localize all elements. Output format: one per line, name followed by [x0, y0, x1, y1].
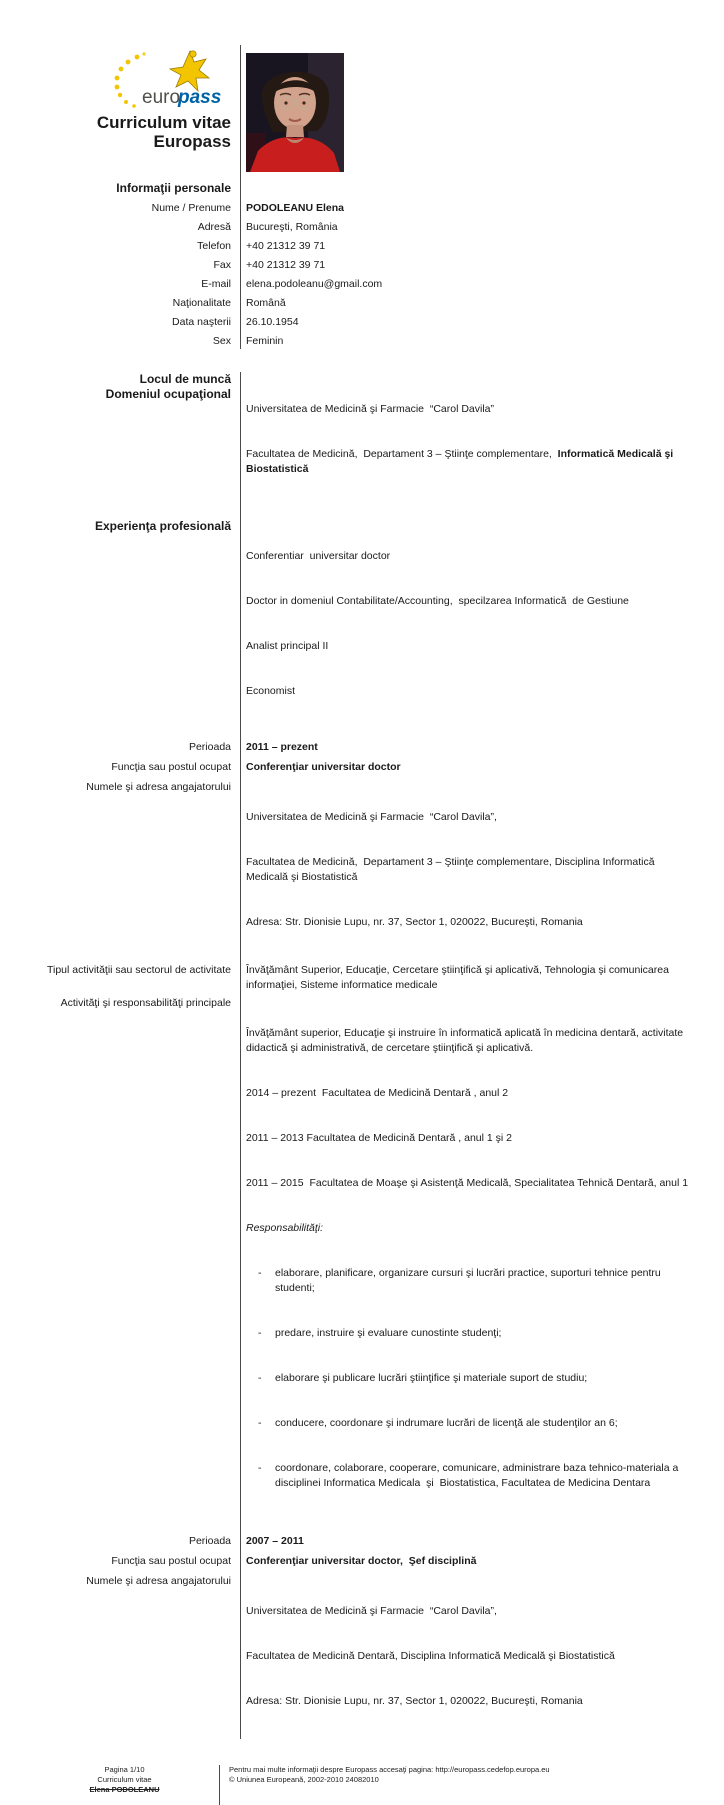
personal-row-phone: [30, 239, 694, 254]
field-value-sex: Feminin: [246, 335, 284, 347]
title-line-2: Europass: [153, 132, 231, 151]
portrait-photo: [246, 53, 344, 172]
footer-copyright-line: © Uniunea Europeană, 2002-2010 24082010: [229, 1775, 379, 1784]
workplace-line2-normal: Facultatea de Medicină, Departament 3 – Ştiinţe complementare,: [246, 448, 558, 460]
job2-period-row: [30, 1534, 694, 1549]
workplace-row: [30, 372, 694, 507]
job1-sector-row: [30, 963, 694, 993]
footer-info-line: Pentru mai multe informaţii despre Europass accesaţi pagina: http://europass.cedefop.europa.eu: [229, 1765, 550, 1774]
field-label-birthdate: Data naşterii: [172, 316, 231, 328]
logo-stars-arc: [115, 52, 146, 107]
employer-line: Facultatea de Medicină Dentară, Disciplina Informatică Medicală şi Biostatistică: [246, 1650, 615, 1662]
activities-period-line: 2011 – 2013 Facultatea de Medicină Dentară , anul 1 şi 2: [246, 1132, 512, 1144]
workplace-line2-bold: Informatică Medicală şi Biostatistică: [246, 448, 677, 475]
sector-label: Tipul activităţii sau sectorul de activitate: [46, 964, 231, 976]
activities-intro: Învăţământ superior, Educaţie şi instruire în informatică aplicată în medicina dentară, activitate didactică şi administrativă, de cercetare ştiinţifică şi aplicativă.: [246, 1027, 687, 1054]
workplace-heading-line2: Domeniul ocupaţional: [105, 387, 231, 401]
personal-row-name: [30, 201, 694, 216]
responsibility-item: - coordonare, colaborare, cooperare, comunicare, administrare baza tehnico-materiala a disciplinei Informatica Medicala şi Biostatistica, Facultatea de Medicina Dentara: [246, 1461, 693, 1491]
field-label-name: Nume / Prenume: [151, 202, 231, 214]
logo-star-figure-icon: [170, 51, 209, 91]
footer-right: [219, 1765, 724, 1805]
employer-line: Adresa: Str. Dionisie Lupu, nr. 37, Sector 1, 020022, Bucureşti, Romania: [246, 1695, 583, 1707]
field-value-email: elena.podoleanu@gmail.com: [246, 278, 383, 290]
employer-line: Universitatea de Medicină şi Farmacie “Carol Davila”,: [246, 1605, 497, 1617]
job1-activities-value: [240, 996, 693, 1521]
personal-row-nationality: [30, 296, 694, 311]
position-label: Funcţia sau postul ocupat: [111, 1555, 231, 1567]
personal-row-email: [30, 277, 694, 292]
personal-row-sex: [30, 334, 694, 349]
job1-position-value: Conferenţiar universitar doctor: [246, 761, 401, 773]
summary-line: Conferentiar universitar doctor: [246, 550, 391, 562]
employer-line: Facultatea de Medicină, Departament 3 – Ştiinţe complementare, Disciplina Informatică Medicală şi Biostatistică: [246, 856, 658, 883]
personal-row-fax: [30, 258, 694, 273]
europass-logo: [114, 50, 232, 110]
position-label: Funcţia sau postul ocupat: [111, 761, 231, 773]
job1-period-row: [30, 740, 694, 755]
job1-position-row: [30, 760, 694, 775]
activities-period-line: 2014 – prezent Facultatea de Medicină Dentară , anul 2: [246, 1087, 509, 1099]
experience-section: [30, 372, 694, 1739]
personal-row-birthdate: [30, 315, 694, 330]
footer-author-name: Elena PODOLEANU: [89, 1785, 160, 1794]
responsibilities-label: Responsabilităţi:: [246, 1222, 324, 1234]
responsibility-item: - predare, instruire şi evaluare cunostinte studenţi;: [246, 1326, 693, 1341]
footer-page-number: Pagina 1/10: [104, 1765, 145, 1774]
responsibility-item: - conducere, coordonare şi indrumare lucrări de licenţă ale studenţilor an 6;: [246, 1416, 693, 1431]
experience-summary: [240, 519, 693, 729]
period-label: Perioada: [188, 741, 231, 753]
header-row: [30, 45, 694, 198]
job2-position-value: Conferenţiar universitar doctor, Şef disciplină: [246, 1555, 477, 1567]
personal-info-section: [30, 45, 694, 349]
page-footer: [30, 1765, 724, 1805]
workplace-line1: Universitatea de Medicină şi Farmacie “Carol Davila”: [246, 403, 495, 415]
job2-employer-value: [240, 1574, 693, 1739]
personal-rows: [30, 198, 694, 349]
field-label-nationality: Naţionalitate: [172, 297, 231, 309]
employer-label: Numele şi adresa angajatorului: [86, 1575, 231, 1587]
page-title: [30, 113, 240, 151]
employer-line: Universitatea de Medicină şi Farmacie “Carol Davila”,: [246, 811, 497, 823]
field-value-name: PODOLEANU Elena: [246, 202, 345, 214]
personal-info-heading: Informaţii personale: [116, 181, 231, 195]
photo-cell: [240, 45, 693, 198]
responsibility-item: - elaborare şi publicare lucrări ştiinţifice şi materiale suport de studiu;: [246, 1371, 693, 1386]
footer-doc-type: Curriculum vitae: [97, 1775, 152, 1784]
workplace-value: [240, 372, 693, 507]
summary-line: Economist: [246, 685, 296, 697]
job1-activities-row: [30, 996, 694, 1521]
responsibility-item: - elaborare, planificare, organizare cursuri şi lucrări practice, suporturi tehnice pentru studenti;: [246, 1266, 693, 1296]
period-label: Perioada: [188, 1535, 231, 1547]
employer-line: Adresa: Str. Dionisie Lupu, nr. 37, Sector 1, 020022, Bucureşti, Romania: [246, 916, 583, 928]
workplace-heading-line1: Locul de muncă: [139, 372, 231, 386]
job2-position-row: [30, 1554, 694, 1569]
field-label-phone: Telefon: [197, 240, 231, 252]
field-value-birthdate: 26.10.1954: [246, 316, 299, 328]
field-label-fax: Fax: [213, 259, 231, 271]
job2-period-value: 2007 – 2011: [246, 1535, 304, 1547]
summary-line: Doctor in domeniul Contabilitate/Accounting, specilzarea Informatică de Gestiune: [246, 595, 629, 607]
job1-employer-value: [240, 780, 693, 960]
field-value-nationality: Română: [246, 297, 286, 309]
field-value-address: Bucureşti, România: [246, 221, 338, 233]
job2-employer-row: [30, 1574, 694, 1739]
job1-period-value: 2011 – prezent: [246, 741, 318, 753]
summary-line: Analist principal II: [246, 640, 329, 652]
title-line-1: Curriculum vitae: [96, 113, 231, 132]
cv-page: [30, 0, 694, 1739]
experience-summary-row: [30, 519, 694, 729]
experience-heading: Experienţa profesională: [94, 519, 231, 533]
job1-sector-value: Învăţământ Superior, Educaţie, Cercetare ştiinţifică şi aplicativă, Tehnologia şi comunicarea informaţiei, Sisteme informatice medicale: [246, 964, 672, 991]
activities-label: Activităţi şi responsabilităţi principale: [60, 997, 231, 1009]
workplace-line2: [246, 447, 693, 477]
footer-left: [30, 1765, 219, 1805]
field-label-email: E-mail: [201, 278, 231, 290]
personal-row-address: [30, 220, 694, 235]
header-left-column: [30, 45, 240, 198]
field-label-address: Adresă: [197, 221, 231, 233]
field-value-fax: +40 21312 39 71: [246, 259, 326, 271]
logo-pass-text: pass: [178, 87, 222, 108]
field-label-sex: Sex: [212, 335, 231, 347]
activities-period-line: 2011 – 2015 Facultatea de Moaşe şi Asistenţă Medicală, Specialitatea Tehnică Dentară, anul 1: [246, 1177, 689, 1189]
employer-label: Numele şi adresa angajatorului: [86, 781, 231, 793]
field-value-phone: +40 21312 39 71: [246, 240, 326, 252]
workplace-heading: [30, 372, 240, 507]
job1-employer-row: [30, 780, 694, 960]
logo-euro-text: euro: [142, 87, 181, 108]
